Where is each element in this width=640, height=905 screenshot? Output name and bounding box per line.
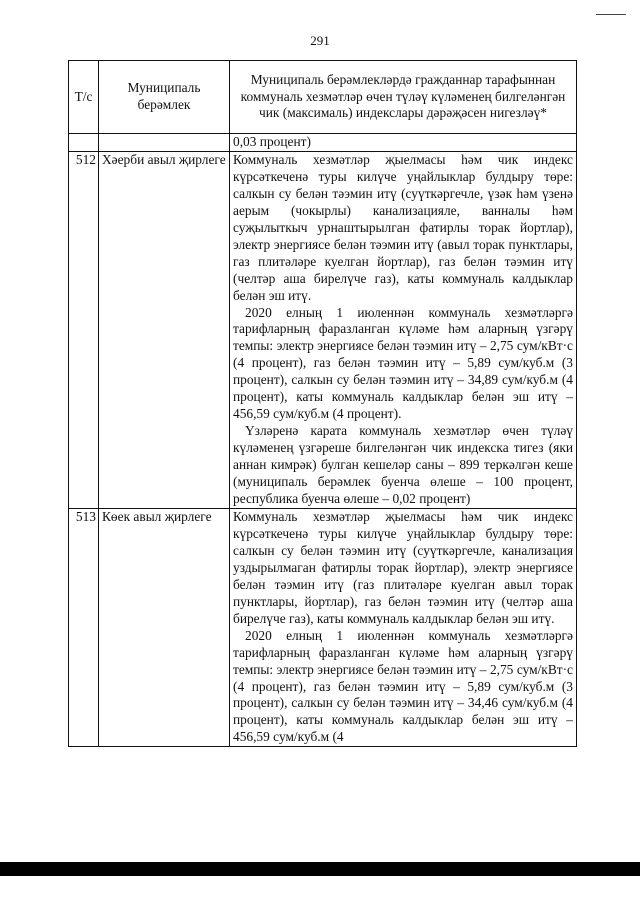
page-number: 291 <box>310 33 330 48</box>
table-row-continuation <box>69 134 577 152</box>
header-municipality: Муниципаль берәмлек <box>99 61 230 134</box>
table-row-513 <box>69 508 577 746</box>
cell-name-empty <box>99 134 230 152</box>
continuation-text: 0,03 процент) <box>230 134 577 152</box>
description-paragraph: Үзләренә карата коммуналь хезмәтләр өчен түләү күләменең үзгәреше билгеләнгән чик индекска тигез (яки аннан кимрәк) булган кешеләр саны – 899 теркәлгән кеше (муниципаль берәмлек буенча өлеше – 100 процент, республика буенча өлеше – 0,02 процент) <box>233 423 573 507</box>
municipality-name: Хәерби авыл җирлеге <box>99 151 230 508</box>
scan-bottom-border <box>0 862 640 876</box>
municipality-table <box>68 60 577 747</box>
table-header-row <box>69 61 577 134</box>
description-paragraph: Коммуналь хезмәтләр җыелмасы һәм чик индекс күрсәткеченә туры килүче уңайлыклар булдыру төре: салкын су белән тәэмин итү (суүткәргечле, канализация уздырылмаган фатирлы торак йортлар), электр энергиясе белән тәэмин итү (газ плитәләре куелган авыл торак пунктлары, йортлар), газ белән тәэмин итү (челтәр аша бирелүче газ), каты коммуналь калдыклар белән эш итү. <box>233 508 573 626</box>
municipality-name: Көек авыл җирлеге <box>99 508 230 746</box>
scan-mark <box>596 14 626 15</box>
description-paragraph: Коммуналь хезмәтләр җыелмасы һәм чик индекс күрсәткеченә туры килүче уңайлыклар булдыру төре: салкын су белән тәэмин итү (суүткәргечле, үзәк һәм үзенә аерым (чокырлы) канализацияле, ванналы һәм суҗылыткыч урнаштырылган фатирлы торак йортлар), электр энергиясе белән тәэмин итү (авыл торак пунктлары, газ плитәләре куелган йортлар), газ белән тәэмин итү (челтәр аша бирелүче газ), каты коммуналь калдыклар белән эш итү. <box>233 151 573 303</box>
header-no: Т/с <box>69 61 99 134</box>
row-number: 513 <box>69 508 99 746</box>
description-cell <box>230 508 577 746</box>
description-cell <box>230 151 577 508</box>
header-description: Муниципаль берәмлекләрдә гражданнар тарафыннан коммуналь хезмәтләр өчен түләү күләменең билгеләнгән чик (максималь) индекслары дәрәҗәсен нигезләү* <box>230 61 577 134</box>
table-row-512 <box>69 151 577 508</box>
description-paragraph: 2020 елның 1 июленнән коммуналь хезмәтләргә тарифларның фаразланган күләме һәм аларның үзгәрү темпы: электр энергиясе белән тәэмин итү – 2,75 сум/кВт·с (4 процент), газ белән тәэмин итү – 5,89 сум/куб.м (3 процент), салкын су белән тәэмин итү – 34,46 сум/куб.м (4 процент), каты коммуналь калдыклар белән эш итү – 456,59 сум/куб.м (4 <box>233 627 573 745</box>
cell-no-empty <box>69 134 99 152</box>
description-paragraph: 2020 елның 1 июленнән коммуналь хезмәтләргә тарифларның фаразланган күләме һәм аларның үзгәрү темпы: электр энергиясе белән тәэмин итү – 2,75 сум/кВт·с (4 процент), газ белән тәэмин итү – 5,89 сум/куб.м (3 процент), салкын су белән тәэмин итү – 34,89 сум/куб.м (4 процент), каты коммуналь калдыклар белән эш итү – 456,59 сум/куб.м (4 процент). <box>233 304 573 422</box>
row-number: 512 <box>69 151 99 508</box>
